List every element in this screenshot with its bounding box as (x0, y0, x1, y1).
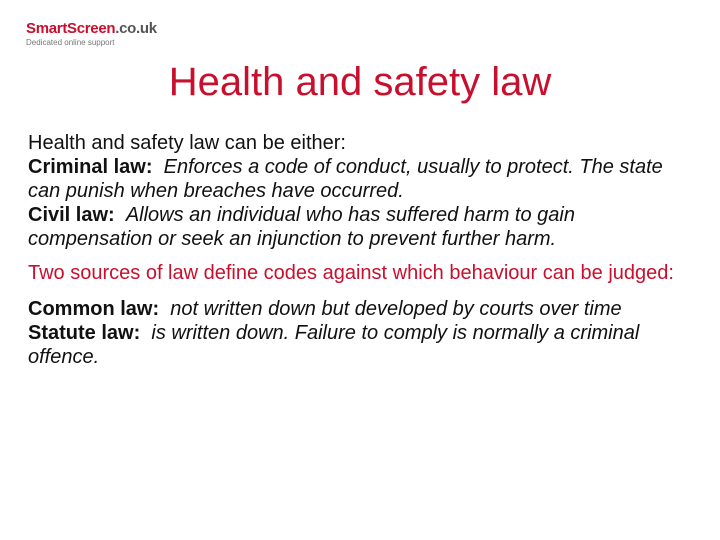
slide-title: Health and safety law (168, 60, 552, 104)
sources-of-law-text: Two sources of law define codes against which behaviour can be judged: (28, 262, 674, 284)
logo-domain: .co.uk (115, 20, 157, 37)
common-law-definition (28, 297, 700, 321)
statute-law-text: is written down. Failure to comply is normally a criminal offence. (28, 322, 640, 368)
smartscreen-logo (26, 20, 157, 48)
logo-tagline: Dedicated online support (26, 38, 115, 47)
criminal-law-text: Enforces a code of conduct, usually to protect. The state can punish when breaches have occurred. (28, 156, 663, 202)
common-law-text: not written down but developed by courts over time (170, 298, 622, 320)
criminal-law-label: Criminal law: (28, 156, 153, 178)
civil-law-label: Civil law: (28, 204, 115, 226)
statute-law-definition (28, 321, 700, 369)
criminal-law-definition (28, 155, 700, 203)
logo-wordmark (26, 20, 157, 37)
common-law-label: Common law: (28, 298, 160, 320)
civil-law-definition (28, 203, 700, 251)
civil-law-text: Allows an individual who has suffered harm to gain compensation or seek an injunction to prevent further harm. (28, 204, 575, 250)
intro-text: Health and safety law can be either: (28, 132, 346, 154)
statute-law-label: Statute law: (28, 322, 141, 344)
slide-body (28, 131, 700, 369)
logo-brand: SmartScreen (26, 20, 116, 37)
